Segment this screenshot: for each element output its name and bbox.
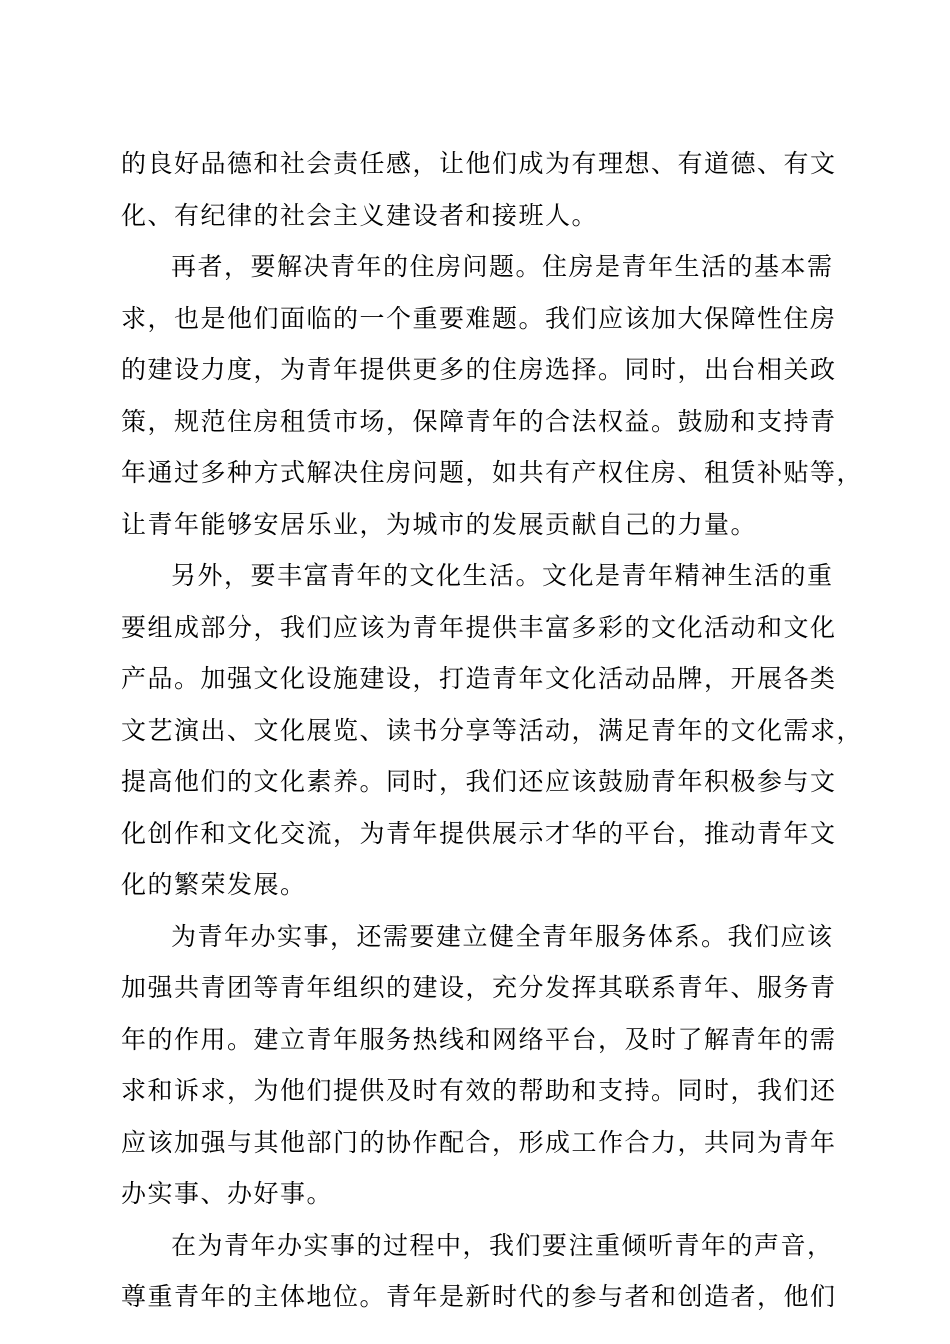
document-body xyxy=(121,138,864,1323)
text-line: 化、有纪律的社会主义建设者和接班人。 xyxy=(121,200,599,230)
text-line: 产品。加强文化设施建设，打造青年文化活动品牌，开展各类 xyxy=(121,664,837,693)
text-line: 另外，要丰富青年的文化生活。文化是青年精神生活的重 xyxy=(171,561,834,590)
text-line: 年的作用。建立青年服务热线和网络平台，及时了解青年的需 xyxy=(121,1024,837,1054)
text-line: 求，也是他们面临的一个重要难题。我们应该加大保障性住房 xyxy=(121,303,837,333)
text-line: 办实事、办好事。 xyxy=(121,1179,334,1208)
text-line: 应该加强与其他部门的协作配合，形成工作合力，共同为青年 xyxy=(121,1127,837,1157)
text-line: 尊重青年的主体地位。青年是新时代的参与者和创造者，他们 xyxy=(121,1282,837,1311)
text-line: 化创作和文化交流，为青年提供展示才华的平台，推动青年文 xyxy=(121,818,837,848)
text-line: 要组成部分，我们应该为青年提供丰富多彩的文化活动和文化 xyxy=(121,612,837,642)
text-line: 提高他们的文化素养。同时，我们还应该鼓励青年积极参与文 xyxy=(121,767,837,796)
text-line: 的良好品德和社会责任感，让他们成为有理想、有道德、有文 xyxy=(121,149,837,178)
text-line: 为青年办实事，还需要建立健全青年服务体系。我们应该 xyxy=(171,921,834,951)
text-line: 的建设力度，为青年提供更多的住房选择。同时，出台相关政 xyxy=(121,355,837,384)
text-line: 让青年能够安居乐业，为城市的发展贡献自己的力量。 xyxy=(121,509,758,539)
text-line: 策，规范住房租赁市场，保障青年的合法权益。鼓励和支持青 xyxy=(121,406,837,436)
text-line: 年通过多种方式解决住房问题，如共有产权住房、租赁补贴等， xyxy=(121,458,864,487)
text-line: 求和诉求，为他们提供及时有效的帮助和支持。同时，我们还 xyxy=(121,1076,837,1105)
text-line: 在为青年办实事的过程中，我们要注重倾听青年的声音， xyxy=(171,1230,834,1260)
text-line: 文艺演出、文化展览、读书分享等活动，满足青年的文化需求， xyxy=(121,715,864,745)
text-line: 加强共青团等青年组织的建设，充分发挥其联系青年、服务青 xyxy=(121,973,837,1002)
text-line: 化的繁荣发展。 xyxy=(121,870,307,899)
text-line: 再者，要解决青年的住房问题。住房是青年生活的基本需 xyxy=(171,252,834,281)
